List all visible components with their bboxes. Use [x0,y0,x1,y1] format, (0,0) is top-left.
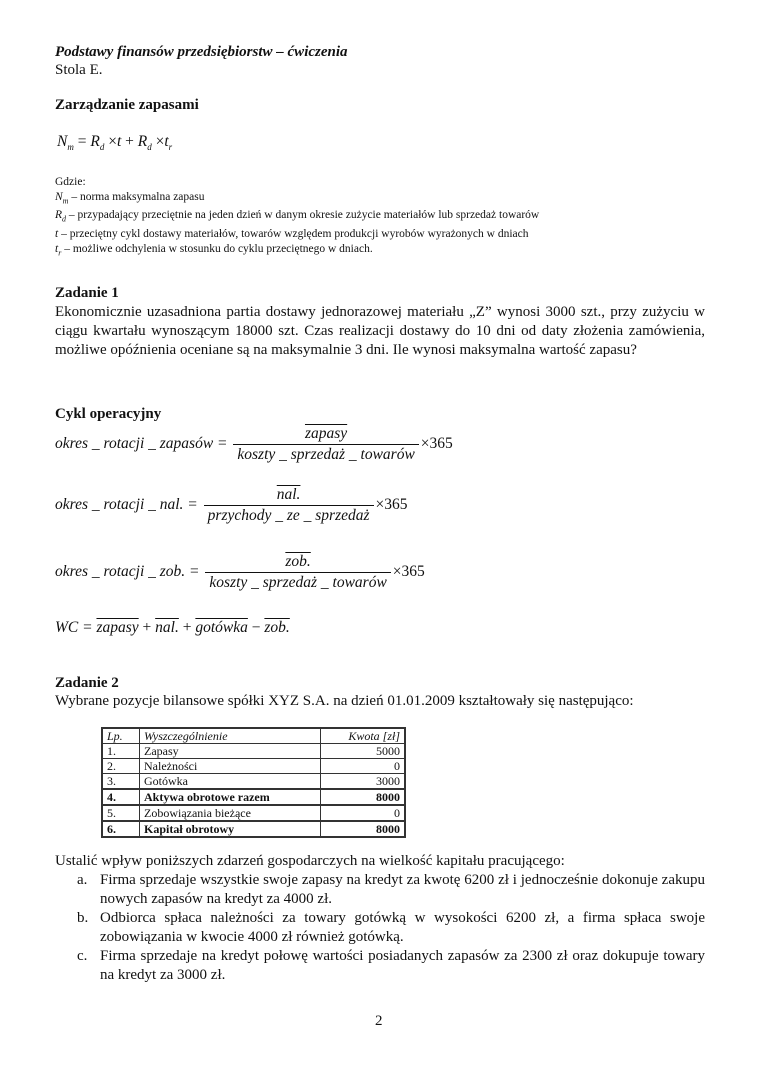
task1-text: Ekonomicznie uzasadniona partia dostawy jednorazowej materiału „Z” wynosi 3000 szt., przy zużyciu w ciągu kwartału wynoszącym 18000 szt. Czas realizacji dostawy do 10 dni od daty złożenia zamówienia, możliwe opóźnienia oceniane są na maksymalnie 3 dni. Ile wynosi maksymalna wartość zapasu? [55,304,705,358]
task1-title: Zadanie 1 [55,285,119,301]
definition-t: t – przeciętny cykl dostawy materiałów, towarów względem produkcji wyrobów wyrażonych w dniach [55,227,529,240]
max-inventory-formula: $N_m = R_d \times t + R_d \times t_r$ [57,133,173,153]
list-item: c. Firma sprzedaje na kredyt połowę wartości posiadanych zapasów za 2300 zł oraz dokupuje towary na kredyt za 3000 zł. [77,948,705,983]
table-header-row: Lp. Wyszczególnienie Kwota [zł] [102,728,405,744]
list-item: b. Odbiorca spłaca należności za towary gotówką w wysokości 6200 zł, a firma spłaca swoje zobowiązania w kwocie 4000 zł również gotówką. [77,910,705,945]
task2-intro: Wybrane pozycje bilansowe spółki XYZ S.A. na dzień 01.01.2009 kształtowały się następująco: [55,693,634,709]
table-row-total: 4. Aktywa obrotowe razem 8000 [102,789,405,805]
events-list [55,871,705,985]
author: Stola E. [55,62,103,78]
definition-tr: $t_r$ – możliwe odchylenia w stosunku do cyklu przeciętnego w dniach. [55,242,373,257]
definition-rd: $R_d$ – przypadający przeciętnie na jeden dzień w danym okresie zużycie materiałów lub sprzedaż towarów [55,209,540,224]
where-label: Gdzie: [55,176,86,188]
operating-cycle-title: Cykl operacyjny [55,406,162,422]
section-title-inventory: Zarządzanie zapasami [55,97,199,113]
table-row: 5. Zobowiązania bieżące 0 [102,805,405,821]
course-title: Podstawy finansów przedsiębiorstw – ćwiczenia [55,44,348,60]
definition-nm: $N_m$ – norma maksymalna zapasu [55,191,205,206]
table-row: 2. Należności 0 [102,759,405,774]
table-row: 1. Zapasy 5000 [102,744,405,759]
balance-table [101,727,406,838]
task2-title: Zadanie 2 [55,675,119,691]
task2-question: Ustalić wpływ poniższych zdarzeń gospodarczych na wielkość kapitału pracującego: [55,853,565,869]
table-row: 3. Gotówka 3000 [102,774,405,790]
page-number: 2 [375,1013,383,1029]
inventory-turnover-formula: okres _ rotacji _ zapasów = $\frac{\text{zapasy}}{\text{koszty \_ sprzedaż \_ towarów}}$ ×365 [55,425,453,463]
payables-turnover-formula: okres _ rotacji _ zob. = $\frac{\text{zob.}}{\text{koszty \_ sprzedaż \_ towarów}}$ ×365 [55,553,425,591]
working-capital-formula: WC = zapasy + nal. + gotówka − zob. [55,619,290,636]
receivables-turnover-formula: okres _ rotacji _ nal. = $\frac{\text{nal.}}{\text{przychody \_ ze \_ sprzedaż}}$ ×365 [55,486,408,524]
definitions-block [55,175,539,260]
list-item: a. Firma sprzedaje wszystkie swoje zapasy na kredyt za kwotę 6200 zł i jednocześnie dokonuje zakupu nowych zapasów na kredyt za 4000 zł. [77,872,705,907]
table-row-total: 6. Kapitał obrotowy 8000 [102,821,405,837]
